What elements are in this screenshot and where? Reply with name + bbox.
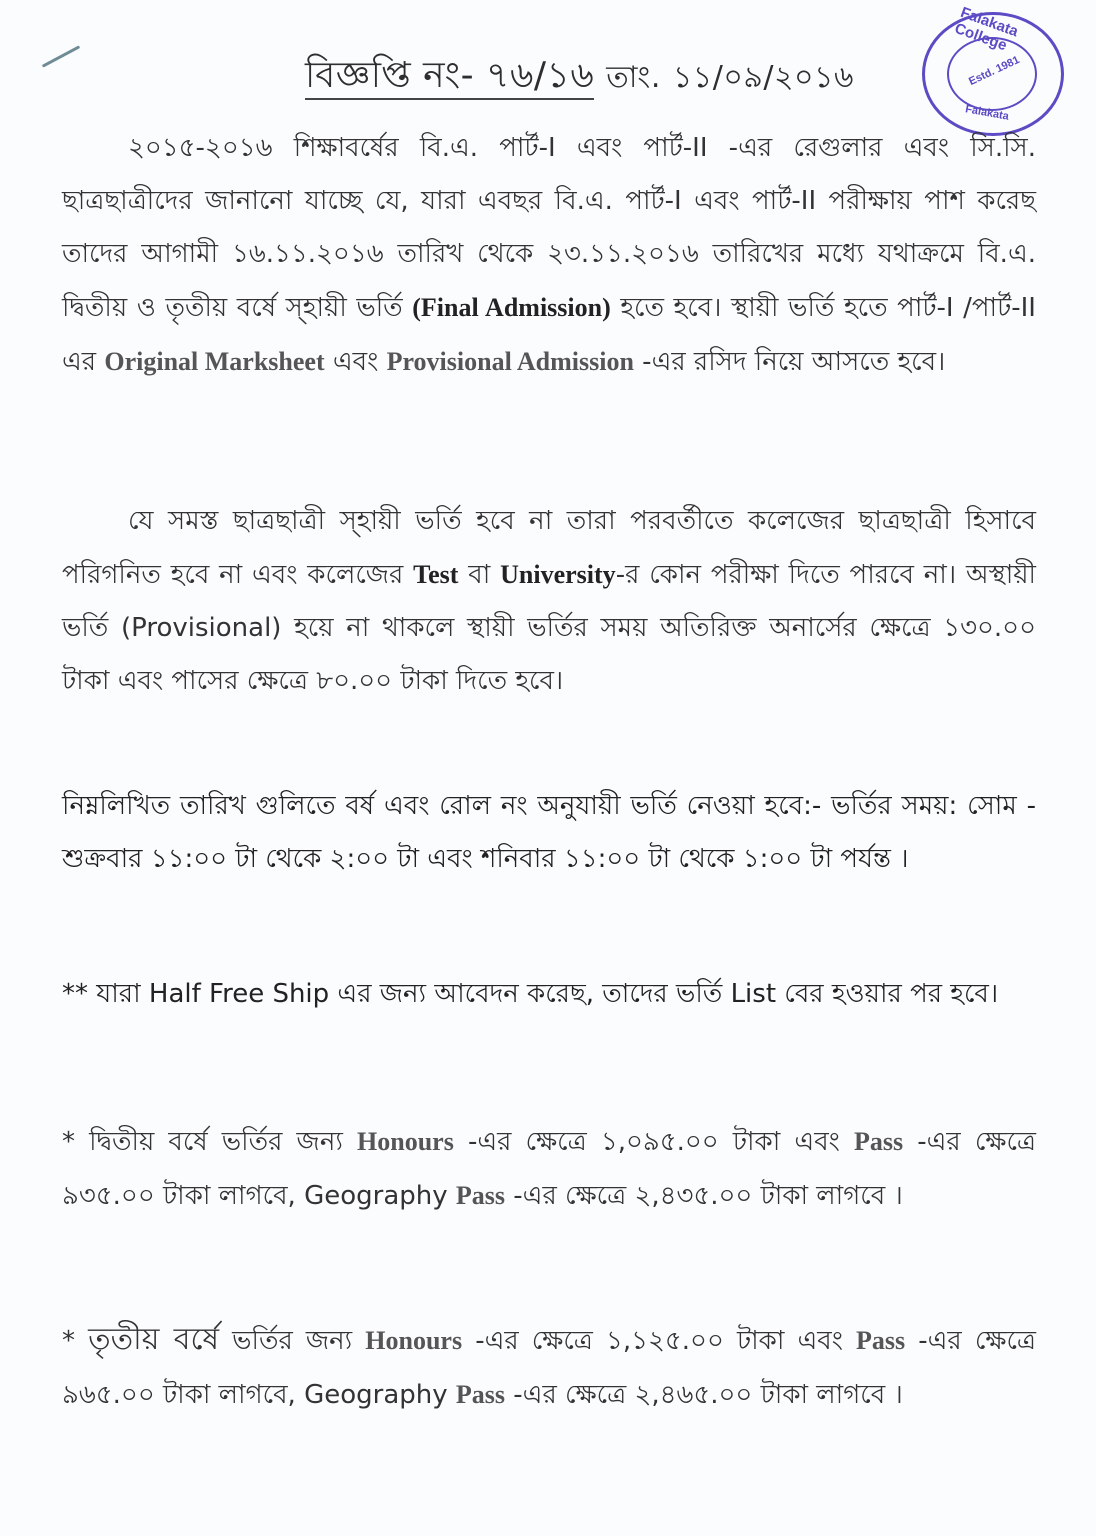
date-label: তাং. [606,60,661,95]
stamp-established: Estd. 1981 [967,54,1022,88]
test-text: Test [413,560,459,589]
text: -র কোন পরীক্ষা দিতে পারবে না। অস্থায়ী ভর্তি (Provisional) হয়ে না থাকলে স্থায়ী ভর্তির সময় অতিরিক্ত অনার্সের ক্ষেত্রে ১৩০.০০ টাকা এবং পাসের ক্ষেত্রে ৮০.০০ টাকা দিতে হবে। [62,560,1036,696]
provisional-admission-text: Provisional Admission [386,347,634,376]
text: এবং [324,347,387,377]
original-marksheet-text: Original Marksheet [104,347,325,376]
paragraph-second-year-fees [62,1115,1036,1223]
text: বা [458,560,501,590]
pass-text: Pass [853,1127,904,1156]
pass-text: Pass [455,1181,506,1210]
final-admission-text: (Final Admission) [412,293,611,322]
text: ২০১৫-২০১৬ শিক্ষাবর্ষের বি.এ. পার্ট-I এবং পার্ট-II -এর রেগুলার এবং সি.সি. ছাত্রছাত্রীদের জানানো যাচ্ছে যে, যারা এবছর বি.এ. পার্ট-I এবং পার্ট-II পরীক্ষায় পাশ করেছ তাদের আগামী ১৬.১১.২০১৬ তারিখ থেকে ২৩.১১.২০১৬ তারিখের মধ্যে যথাক্রমে বি.এ. দ্বিতীয় ও তৃতীয় বর্ষে স্হায়ী ভর্তি [62,133,1036,323]
university-text: University [500,560,616,589]
text: ** যারা Half Free Ship এর জন্য আবেদন করেছ, তাদের ভর্তি List বের হওয়ার পর হবে। [62,979,999,1009]
text: -এর ক্ষেত্রে ১,০৯৫.০০ টাকা এবং [453,1127,854,1157]
text: যে সমস্ত ছাত্রছাত্রী স্হায়ী ভর্তি হবে না তারা পরবর্তীতে কলেজের ছাত্রছাত্রী হিসাবে পরিগনিত হবে না এবং কলেজের [62,506,1036,590]
honours-text: Honours [357,1127,454,1156]
text: ভর্তির জন্য [219,1326,366,1356]
paragraph-admission-notice [62,122,1036,389]
honours-text: Honours [365,1326,463,1355]
pass-text: Pass [455,1380,506,1409]
text: নিম্নলিখিত তারিখ গুলিতে বর্ষ এবং রোল নং অনুযায়ী ভর্তি নেওয়া হবে:- ভর্তির সময়: সোম - শুক্রবার ১১:০০ টা থেকে ২:০০ টা এবং শনিবার ১১:০০ টা থেকে ১:০০ টা পর্যন্ত । [62,791,1036,874]
college-seal-stamp [922,3,1064,136]
paragraph-third-year-fees [62,1313,1036,1422]
text: -এর ক্ষেত্রে ২,৪৬৫.০০ টাকা লাগবে । [505,1380,903,1410]
title-prefix: বিজ্ঞপ্তি নং- [305,55,475,96]
stamp-place: Falakata [964,103,1010,123]
paragraph-non-admission-warning [62,495,1036,708]
third-year-text: তৃতীয় বর্ষে [88,1322,220,1357]
text: -এর ক্ষেত্রে ৯৬৫.০০ টাকা লাগবে, Geography [62,1326,1036,1410]
text: -এর ক্ষেত্রে ১,১২৫.০০ টাকা এবং [462,1326,857,1356]
pass-text: Pass [856,1326,906,1355]
text: -এর ক্ষেত্রে ৯৩৫.০০ টাকা লাগবে, Geography [62,1127,1036,1211]
stamp-college-name: Falakata College [952,3,1021,55]
text: * [62,1326,89,1356]
paragraph-admission-timing [62,780,1036,886]
paragraph-half-free-ship [62,968,1036,1021]
notice-number-line [305,55,594,100]
notice-title [305,48,854,108]
notice-date: ১১/০৯/২০১৬ [672,60,854,95]
text: * দ্বিতীয় বর্ষে ভর্তির জন্য [62,1127,358,1157]
pencil-mark [42,45,80,67]
text: -এর রসিদ নিয়ে আসতে হবে। [633,347,946,377]
text: -এর ক্ষেত্রে ২,৪৩৫.০০ টাকা লাগবে । [505,1181,903,1211]
text: হতে হবে। স্থায়ী ভর্তি হতে পার্ট-I /পার্ট-II এর [62,293,1036,377]
notice-number: ৭৬/১৬ [486,55,595,96]
